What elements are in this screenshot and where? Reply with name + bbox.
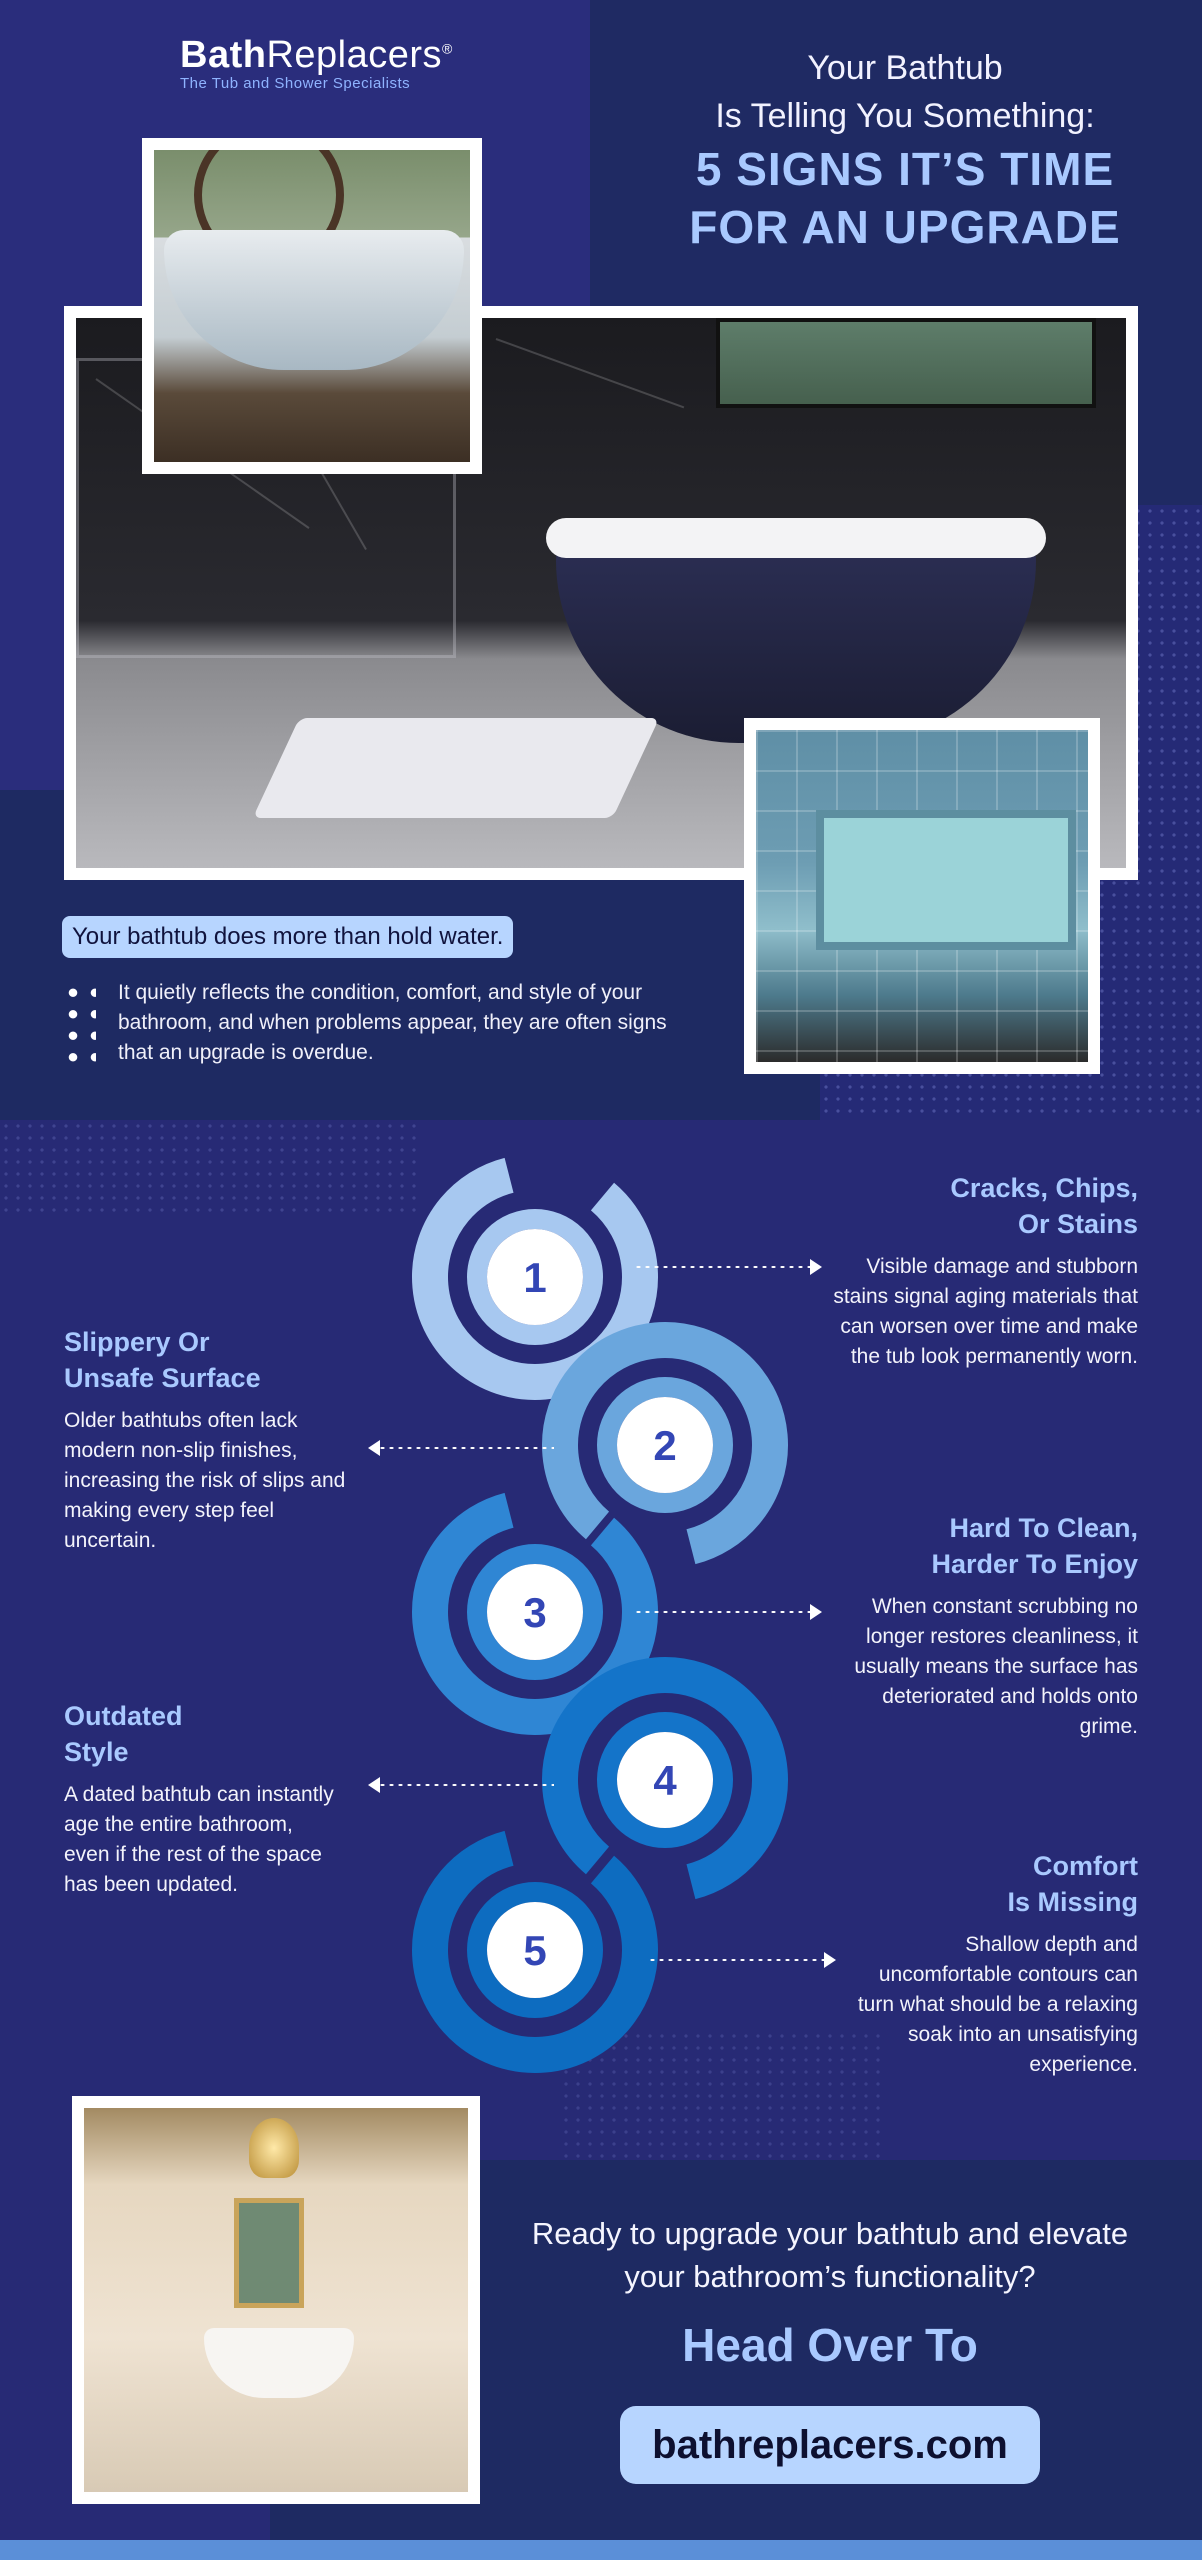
arrow-left-icon <box>378 1446 554 1450</box>
arrow-left-icon <box>378 1783 554 1787</box>
brand-logo <box>180 34 460 92</box>
sign-2 <box>64 1324 354 1556</box>
sign-number-2: 2 <box>653 1422 677 1469</box>
luxury-bathroom-photo <box>72 2096 480 2504</box>
sign-3-title-2: Harder To Enjoy <box>931 1549 1138 1579</box>
headline-line-1: Your Bathtub <box>807 49 1003 87</box>
old-clawfoot-tub-photo <box>142 138 482 474</box>
logo-bold: Bath <box>180 34 267 76</box>
logo-light: Replacers <box>266 34 443 76</box>
cta-heading: Head Over To <box>682 2319 978 2371</box>
bullet-dots-icon <box>62 982 96 1068</box>
sign-3-body: When constant scrubbing no longer restores cleanliness, it usually means the surface has deteriorated and holds onto grime. <box>854 1595 1138 1738</box>
sign-1-title-1: Cracks, Chips, <box>950 1173 1138 1203</box>
sign-number-1: 1 <box>523 1254 547 1301</box>
sign-1-body: Visible damage and stubborn stains signal aging materials that can worsen over time and make the tub look permanently worn. <box>833 1255 1138 1368</box>
bottom-strip <box>0 2540 1202 2560</box>
logo-registered: ® <box>442 40 453 57</box>
ring-2 <box>517 1297 813 1593</box>
cta-text: Ready to upgrade your bathtub and elevate your bathroom’s functionality? <box>531 2216 1129 2294</box>
sign-3-title-1: Hard To Clean, <box>949 1513 1138 1543</box>
sign-3 <box>820 1510 1138 1742</box>
sign-number-5: 5 <box>523 1927 547 1974</box>
sign-4-title-1: Outdated <box>64 1701 183 1731</box>
sign-1-title-2: Or Stains <box>1017 1209 1138 1239</box>
logo-tagline: The Tub and Shower Specialists <box>180 75 411 92</box>
sign-number-3: 3 <box>523 1589 547 1636</box>
intro-text: It quietly reflects the condition, comfort, and style of your bathroom, and when problems appear, they are often signs that an upgrade is overdue. <box>118 981 667 1064</box>
ring-4 <box>517 1632 813 1928</box>
sign-2-body: Older bathtubs often lack modern non-slip finishes, increasing the risk of slips and making every step feel uncertain. <box>64 1409 346 1552</box>
logo-wordmark <box>180 34 460 77</box>
sign-5-title-1: Comfort <box>1033 1851 1138 1881</box>
sign-5-body: Shallow depth and uncomfortable contours can turn what should be a relaxing soak into an unsatisfying experience. <box>857 1933 1138 2076</box>
website-link-button[interactable]: bathreplacers.com <box>620 2406 1040 2484</box>
sign-1 <box>820 1170 1138 1372</box>
arrow-right-icon <box>648 1958 826 1962</box>
headline <box>640 44 1170 256</box>
sign-5-title-2: Is Missing <box>1007 1887 1138 1917</box>
sign-number-4: 4 <box>653 1757 677 1804</box>
headline-big-1: 5 SIGNS IT’S TIME <box>695 143 1115 195</box>
sign-4-title-2: Style <box>64 1737 129 1767</box>
sign-5 <box>838 1848 1138 2080</box>
headline-big-2: FOR AN UPGRADE <box>689 201 1121 253</box>
sign-2-title-1: Slippery Or <box>64 1327 210 1357</box>
arrow-right-icon <box>634 1610 812 1614</box>
intro-pill: Your bathtub does more than hold water. <box>62 916 513 958</box>
tiled-tub-photo <box>744 718 1100 1074</box>
sign-4-body: A dated bathtub can instantly age the entire bathroom, even if the rest of the space has been updated. <box>64 1783 334 1896</box>
ring-5 <box>387 1802 683 2098</box>
headline-line-2: Is Telling You Something: <box>715 97 1095 135</box>
sign-4 <box>64 1698 334 1900</box>
arrow-right-icon <box>634 1265 812 1269</box>
sign-2-title-2: Unsafe Surface <box>64 1363 261 1393</box>
